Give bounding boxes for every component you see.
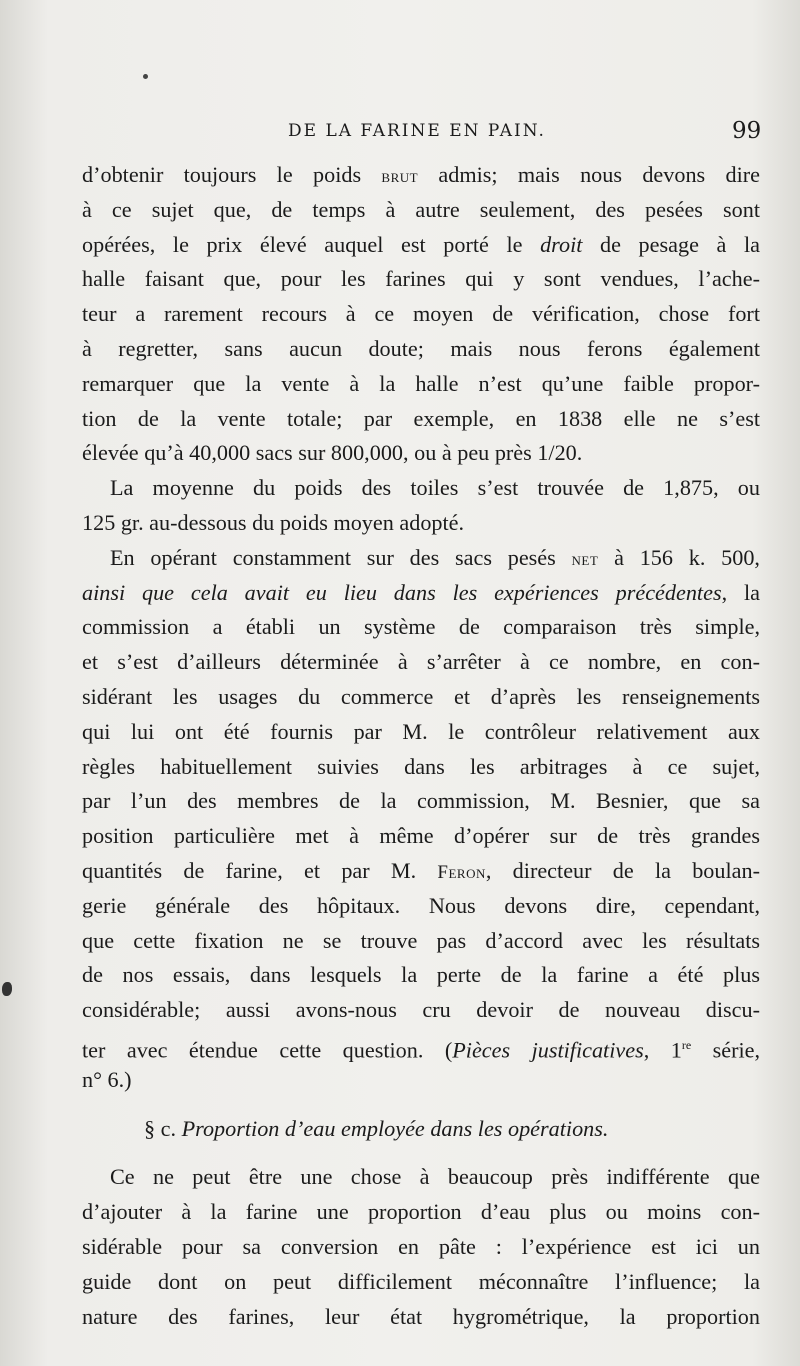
line-segment: guide dont on peut difficilement méconnaître l’influence; la [82,1268,760,1294]
text-line [82,645,760,680]
text-line [82,193,760,228]
line-segment: ter avec étendue cette question. ( [82,1037,453,1063]
text-line [82,1300,760,1335]
line-segment: considérable; aussi avons-nous cru devoir de nouveau discu- [82,997,760,1023]
text-line [82,332,760,367]
ink-blot [2,982,12,996]
line-segment: que cette fixation ne se trouve pas d’accord avec les résultats [82,927,760,953]
text-line [82,715,760,750]
line-segment: teur a rarement recours à ce moyen de vérification, chose fort [82,301,760,327]
line-segment: sidérant les usages du commerce et d’après les renseignements [82,683,760,709]
section-title-italic: Proportion d’eau employée dans les opérations. [181,1115,609,1141]
line-segment: En opérant constamment sur des sacs pesés [110,544,572,570]
line-segment: d’ajouter à la farine une proportion d’eau plus ou moins con- [82,1199,760,1225]
line-segment: nature des farines, leur état hygrométrique, la proportion [82,1303,760,1329]
text-line [82,610,760,645]
text-line [82,297,760,332]
text-line [82,889,760,924]
line-segment: net [571,548,599,570]
line-segment: ainsi que cela avait eu lieu dans les expériences précédentes [82,579,722,605]
line-segment: re [681,1037,692,1052]
line-segment: qui lui ont été fournis par M. le contrôleur relativement aux [82,718,760,744]
page-number: 99 [732,118,762,144]
body-text [82,158,760,1334]
paragraphs-block-2 [82,1160,760,1334]
section-title-prefix: § c. [144,1115,182,1141]
text-line [82,576,760,611]
line-segment: n° 6.) [82,1066,132,1092]
text-line [82,262,760,297]
line-segment: commission a établi un système de comparaison très simple, [82,614,760,640]
line-segment: La moyenne du poids des toiles s’est trouvée de 1,875, ou [110,475,760,501]
section-title [82,1112,760,1147]
text-line [82,1063,760,1098]
text-line [82,819,760,854]
text-line [82,958,760,993]
text-line [82,471,760,506]
line-segment: élevée qu’à 40,000 sacs sur 800,000, ou à peu près 1/20. [82,440,583,466]
text-line [82,158,760,193]
line-segment: 125 gr. au-dessous du poids moyen adopté. [82,509,465,535]
text-line [82,1028,760,1063]
text-line [82,924,760,959]
page-header [0,118,800,144]
line-segment: d’obtenir toujours le poids [82,162,382,187]
line-segment: quantités de farine, et par M. [82,857,438,883]
line-segment: gerie générale des hôpitaux. Nous devons dire, cependant, [82,892,760,918]
text-line [82,993,760,1028]
line-segment: de pesage à la [582,231,760,257]
text-line [82,750,760,785]
text-line [82,402,760,437]
line-segment: remarquer que la vente à la halle n’est qu’une faible propor- [82,370,760,396]
running-title: DE LA FARINE EN PAIN. [288,121,546,141]
text-line [82,680,760,715]
line-segment: Feron [437,861,486,883]
ink-dot [143,74,148,79]
line-segment: à ce sujet que, de temps à autre seulement, des pesées sont [82,196,760,222]
line-segment: , la [721,579,760,605]
line-segment: Ce ne peut être une chose à beaucoup près indifférente que [110,1164,760,1190]
text-line [82,367,760,402]
paragraphs-block [82,158,760,1098]
line-segment: sidérable pour sa conversion en pâte : l’expérience est ici un [82,1233,760,1259]
line-segment: admis; mais nous devons dire [418,162,760,187]
line-segment: brut [381,166,419,187]
line-segment: Pièces justificatives [452,1037,644,1063]
text-line [82,541,760,576]
text-line [82,1265,760,1300]
text-line [82,1195,760,1230]
line-segment: à 156 k. 500, [598,544,760,570]
text-line [82,784,760,819]
text-line [82,1160,760,1195]
line-segment: tion de la vente totale; par exemple, en 1838 elle ne s’est [82,405,760,431]
text-line [82,506,760,541]
text-line [82,228,760,263]
line-segment: , directeur de la boulan- [485,857,760,883]
line-segment: de nos essais, dans lesquels la perte de la farine a été plus [82,962,760,988]
line-segment: par l’un des membres de la commission, M. Besnier, que sa [82,788,760,814]
line-segment: règles habituellement suivies dans les arbitrages à ce sujet, [82,753,760,779]
text-line [82,436,760,471]
line-segment: droit [540,231,583,257]
line-segment: opérées, le prix élevé auquel est porté le [82,231,541,257]
text-line [82,1230,760,1265]
line-segment: à regretter, sans aucun doute; mais nous ferons également [82,335,760,361]
line-segment: halle faisant que, pour les farines qui y sont vendues, l’ache- [82,266,760,292]
line-segment: , 1 [643,1037,682,1063]
line-segment: et s’est d’ailleurs déterminée à s’arrêter à ce nombre, en con- [82,649,760,675]
text-line [82,854,760,889]
line-segment: série, [691,1037,761,1063]
line-segment: position particulière met à même d’opérer sur de très grandes [82,823,760,849]
